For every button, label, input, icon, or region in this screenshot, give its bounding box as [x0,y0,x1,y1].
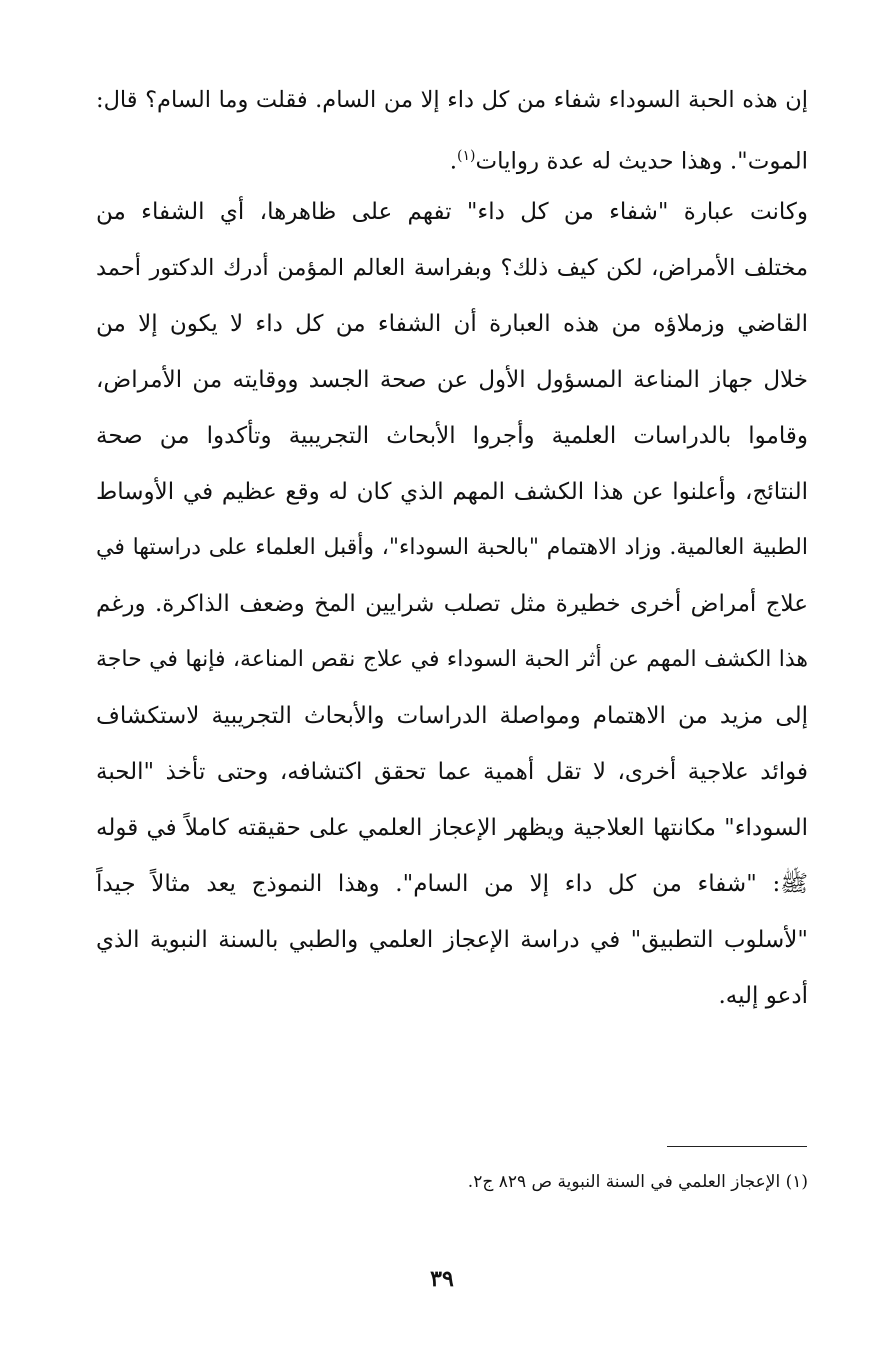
text-line: علاج أمراض أخرى خطيرة مثل تصلب شرايين المخ وضعف الذاكرة. ورغم [96,591,808,617]
text-line: "لأسلوب التطبيق" في دراسة الإعجاز العلمي والطبي بالسنة النبوية الذي [96,927,808,953]
text-line: إلى مزيد من الاهتمام ومواصلة الدراسات والأبحاث التجريبية لاستكشاف [96,703,808,729]
text-line: الطبية العالمية. وزاد الاهتمام "بالحبة السوداء"، وأقبل العلماء على دراستها في [96,535,808,560]
text-line: السوداء" مكانتها العلاجية ويظهر الإعجاز العلمي على حقيقته كاملاً في قوله [96,815,808,841]
text-line: أدعو إليه. [718,983,808,1009]
text-line-content: الموت". وهذا حديث له عدة روايات [475,148,808,175]
text-line: وقاموا بالدراسات العلمية وأجروا الأبحاث التجريبية وتأكدوا من صحة [96,423,808,449]
text-line: ﷺ: "شفاء من كل داء إلا من السام". وهذا النموذج يعد مثالاً جيداً [96,871,808,897]
text-line: النتائج، وأعلنوا عن هذا الكشف المهم الذي كان له وقع عظيم في الأوساط [96,479,808,505]
footnote: (١) الإعجاز العلمي في السنة النبوية ص ٨٢٩ ج٢. [467,1172,808,1192]
text-line: خلال جهاز المناعة المسؤول الأول عن صحة الجسد ووقايته من الأمراض، [96,367,808,393]
text-line: فوائد علاجية أخرى، لا تقل أهمية عما تحقق اكتشافه، وحتى تأخذ "الحبة [96,759,808,785]
text-line [96,137,808,175]
page-number: ٣٩ [430,1266,454,1292]
text-line: إن هذه الحبة السوداء شفاء من كل داء إلا من السام. فقلت وما السام؟ قال: [96,87,808,113]
text-line-period: . [449,148,458,175]
footnote-marker: (١) [457,148,476,164]
text-line: مختلف الأمراض، لكن كيف ذلك؟ وبفراسة العالم المؤمن أدرك الدكتور أحمد [96,255,808,281]
text-line: هذا الكشف المهم عن أثر الحبة السوداء في علاج نقص المناعة، فإنها في حاجة [96,647,808,672]
text-line: القاضي وزملاؤه من هذه العبارة أن الشفاء من كل داء لا يكون إلا من [96,311,808,337]
text-line: وكانت عبارة "شفاء من كل داء" تفهم على ظاهرها، أي الشفاء من [96,199,808,225]
footnote-divider [667,1146,807,1147]
